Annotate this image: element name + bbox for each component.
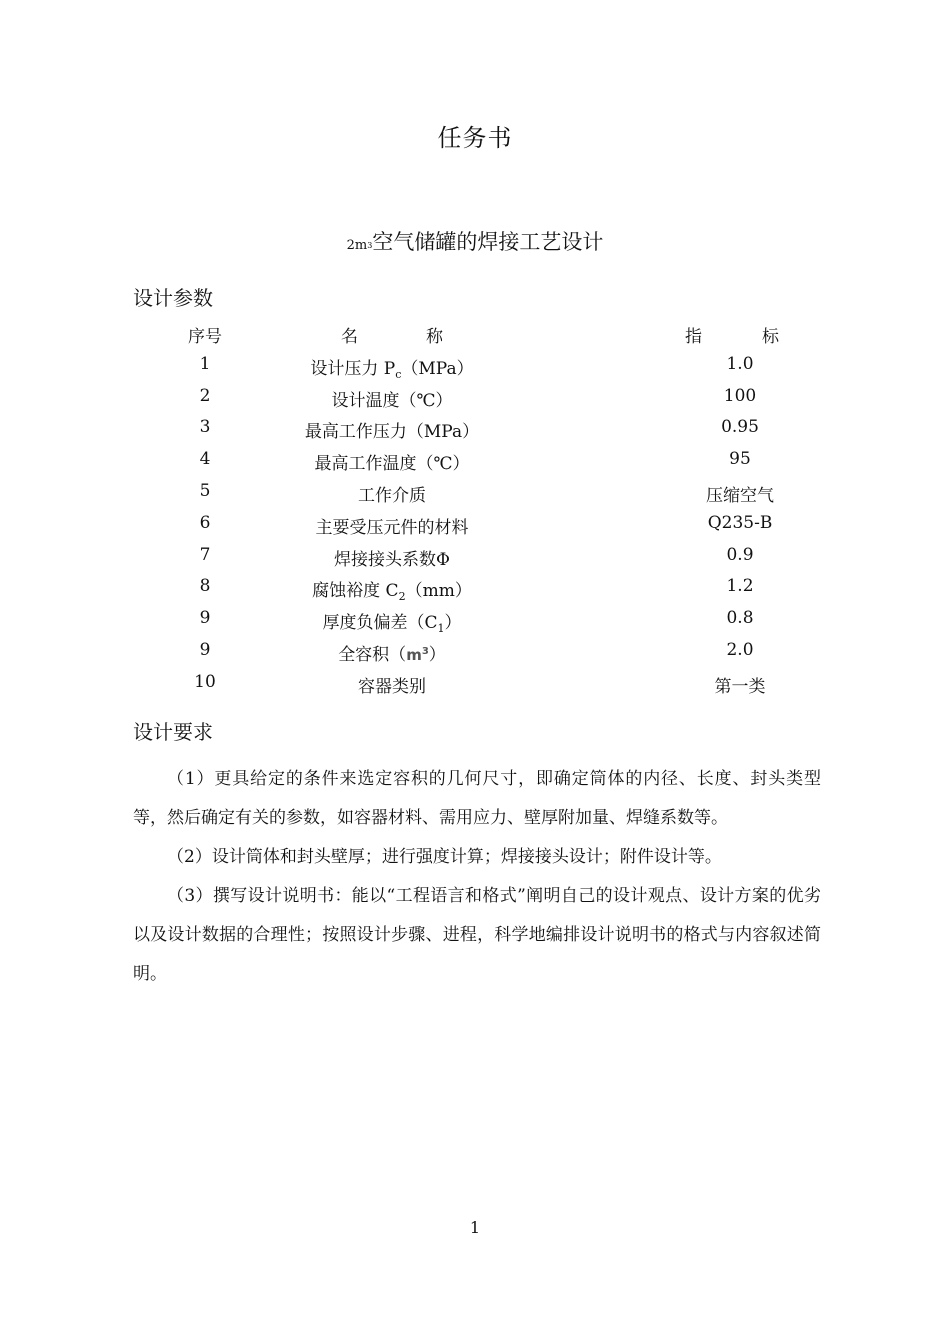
- header-value-left: 指: [685, 327, 702, 347]
- parameter-subscript: 2: [398, 590, 406, 604]
- table-row: [0, 572, 950, 604]
- parameter-name: [262, 545, 522, 570]
- unit-exponent: 3: [421, 645, 429, 657]
- row-number: 6: [199, 512, 211, 533]
- parameter-name: [262, 513, 522, 538]
- parameter-name-text: 设计压力 P: [310, 358, 396, 379]
- row-number: 4: [199, 449, 211, 470]
- parameter-name-text: 焊接接头系数Φ: [334, 549, 450, 570]
- parameter-subscript: 1: [437, 622, 445, 636]
- row-number: 7: [199, 544, 211, 565]
- row-number: 9: [199, 639, 211, 660]
- requirement-paragraph: （2）设计筒体和封头壁厚；进行强度计算；焊接接头设计；附件设计等。: [167, 847, 722, 867]
- parameter-suffix: ）: [428, 644, 446, 665]
- subtitle-text: 空气储罐的焊接工艺设计: [372, 230, 604, 254]
- row-number: 1: [199, 353, 211, 374]
- table-row: [0, 445, 950, 477]
- parameter-name-text: 设计温度（℃）: [331, 390, 453, 411]
- parameter-name-text: 最高工作压力（MPa）: [304, 422, 480, 443]
- parameter-subscript: c: [395, 367, 402, 381]
- header-value: [642, 322, 822, 347]
- parameter-name: [262, 449, 522, 474]
- table-row: [0, 413, 950, 445]
- header-no: 序号: [188, 327, 222, 347]
- unit-icon: [406, 646, 429, 664]
- parameter-name-text: 全容积（: [338, 644, 407, 665]
- parameter-value: 第一类: [714, 676, 766, 697]
- header-value-right: 标: [762, 327, 779, 347]
- parameter-value: 2.0: [726, 639, 754, 660]
- parameter-name: [262, 640, 522, 665]
- subtitle-prefix: 2m: [346, 238, 368, 253]
- section-heading-params: 设计参数: [133, 286, 213, 310]
- page-title: 任务书: [437, 124, 513, 152]
- parameter-name: [262, 481, 522, 506]
- table-row: [0, 541, 950, 573]
- parameter-name: [262, 672, 522, 697]
- requirements-block: [133, 760, 821, 994]
- table-body: [0, 350, 950, 700]
- table-row: [0, 477, 950, 509]
- row-number: 5: [199, 480, 211, 501]
- parameter-name-text: 容器类别: [358, 676, 426, 697]
- parameter-name: [262, 608, 522, 636]
- parameter-suffix: （MPa）: [401, 358, 474, 379]
- row-number: 10: [194, 671, 216, 692]
- row-number: 9: [199, 608, 211, 629]
- header-name-right: 称: [426, 327, 443, 347]
- parameter-value: 压缩空气: [706, 485, 774, 506]
- table-row: [0, 509, 950, 541]
- parameter-name-text: 最高工作温度（℃）: [314, 454, 470, 475]
- page-number: 1: [469, 1218, 481, 1237]
- unit-text: m: [406, 645, 422, 664]
- parameter-name: [262, 354, 522, 379]
- subtitle-exponent: 3: [367, 241, 373, 250]
- table-row: [0, 382, 950, 414]
- table-header-row: [0, 318, 950, 350]
- parameter-value: 1.0: [726, 353, 754, 374]
- parameter-value: 0.8: [726, 608, 754, 629]
- header-name: [262, 322, 522, 347]
- parameter-value: Q235-B: [707, 512, 773, 533]
- parameter-value: 0.9: [726, 544, 754, 565]
- parameter-suffix: ）: [444, 613, 462, 634]
- parameter-name: [262, 417, 522, 442]
- parameter-value: 100: [723, 385, 757, 406]
- parameter-name: [262, 576, 522, 604]
- header-name-left: 名: [341, 327, 358, 347]
- parameter-table: [0, 318, 950, 700]
- table-row: [0, 350, 950, 382]
- parameter-value: 1.2: [726, 576, 754, 597]
- table-row: [0, 604, 950, 636]
- table-row: [0, 668, 950, 700]
- document-subtitle: [0, 226, 950, 256]
- requirement-paragraph: （1）更具给定的条件来选定容积的几何尺寸，即确定筒体的内径、长度、封头类型等，然后确定有关的参数，如容器材料、需用应力、壁厚附加量、焊缝系数等。: [133, 769, 821, 828]
- parameter-name-text: 工作介质: [358, 485, 426, 506]
- row-number: 2: [199, 385, 211, 406]
- row-number: 3: [199, 417, 211, 438]
- parameter-suffix: （mm）: [405, 581, 472, 602]
- parameter-value: 95: [729, 449, 751, 470]
- row-number: 8: [199, 576, 211, 597]
- parameter-name-text: 腐蚀裕度 C: [312, 581, 399, 602]
- parameter-name-text: 厚度负偏差（C: [322, 613, 438, 634]
- table-row: [0, 636, 950, 668]
- section-heading-requirements: 设计要求: [133, 720, 213, 744]
- requirement-paragraph: （3）撰写设计说明书：能以“工程语言和格式”阐明自己的设计观点、设计方案的优劣以及设计数据的合理性；按照设计步骤、进程，科学地编排设计说明书的格式与内容叙述简明。: [133, 886, 821, 984]
- parameter-value: 0.95: [721, 417, 759, 438]
- parameter-name-text: 主要受压元件的材料: [315, 517, 469, 538]
- parameter-name: [262, 386, 522, 411]
